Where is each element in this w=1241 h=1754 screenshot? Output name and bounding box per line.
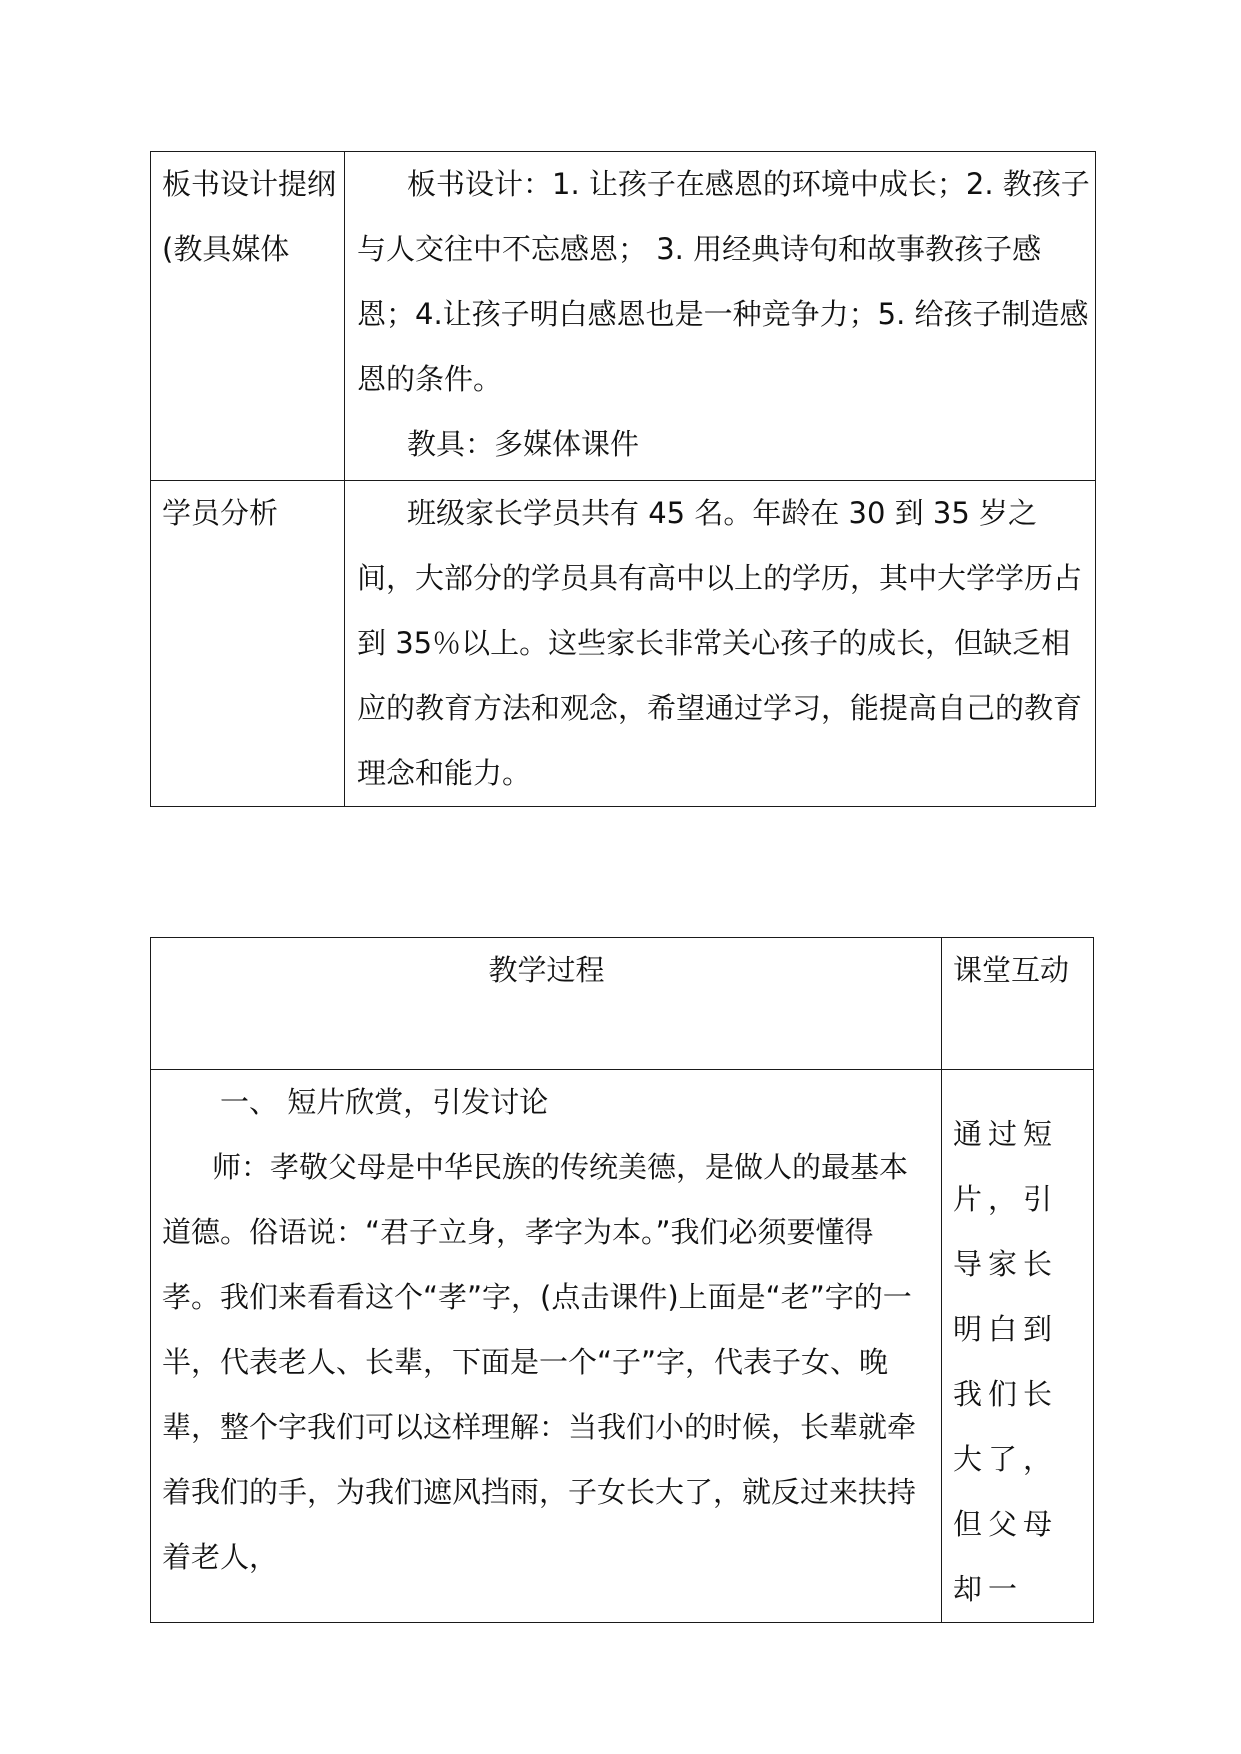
board-design-row xyxy=(151,152,1096,481)
process-paragraph: 师：孝敬父母是中华民族的传统美德，是做人的最基本道德。俗语说：“君子立身，孝字为本。”我们必须要懂得孝。我们来看看这个“孝”字，(点击课件)上面是“老”字的一半，代表老人、长辈，下面是一个“子”字，代表子女、晚辈，整个字我们可以这样理解：当我们小的时候，长辈就牵着我们的手，为我们遮风挡雨，子女长大了，就反过来扶持着老人， xyxy=(162,1150,917,1574)
interaction-header: 课堂互动 xyxy=(942,938,1094,1070)
board-design-label: 板书设计提纲(教具媒体 xyxy=(151,152,345,481)
process-body-row xyxy=(151,1070,1094,1623)
lesson-design-table xyxy=(150,151,1096,807)
student-analysis-row xyxy=(151,481,1096,807)
interaction-cell xyxy=(942,1070,1094,1623)
interaction-text: 通过短片，引导家长明白到我们长大了，但父母却一 xyxy=(953,1117,1059,1606)
process-header-row xyxy=(151,938,1094,1070)
section-heading: 一、 短片欣赏，引发讨论 xyxy=(220,1085,549,1119)
board-design-cell xyxy=(345,152,1096,481)
student-analysis-text: 班级家长学员共有 45 名。年龄在 30 到 35 岁之间，大部分的学员具有高中以上的学历，其中大学学历占到 35％以上。这些家长非常关心孩子的成长，但缺乏相应的教育方法和观念，希望通过学习，能提高自己的教育理念和能力。 xyxy=(357,496,1083,790)
board-design-text: 板书设计：1. 让孩子在感恩的环境中成长；2. 教孩子与人交往中不忘感恩； 3. 用经典诗句和故事教孩子感恩；4.让孩子明白感恩也是一种竞争力；5. 给孩子制造感恩的条件。 xyxy=(357,167,1090,396)
teaching-aids-text: 教具：多媒体课件 xyxy=(407,427,640,461)
teaching-process-table xyxy=(150,937,1094,1623)
student-analysis-cell xyxy=(345,481,1096,807)
process-header: 教学过程 xyxy=(151,938,942,1070)
process-body-cell xyxy=(151,1070,942,1623)
student-analysis-label: 学员分析 xyxy=(151,481,345,807)
